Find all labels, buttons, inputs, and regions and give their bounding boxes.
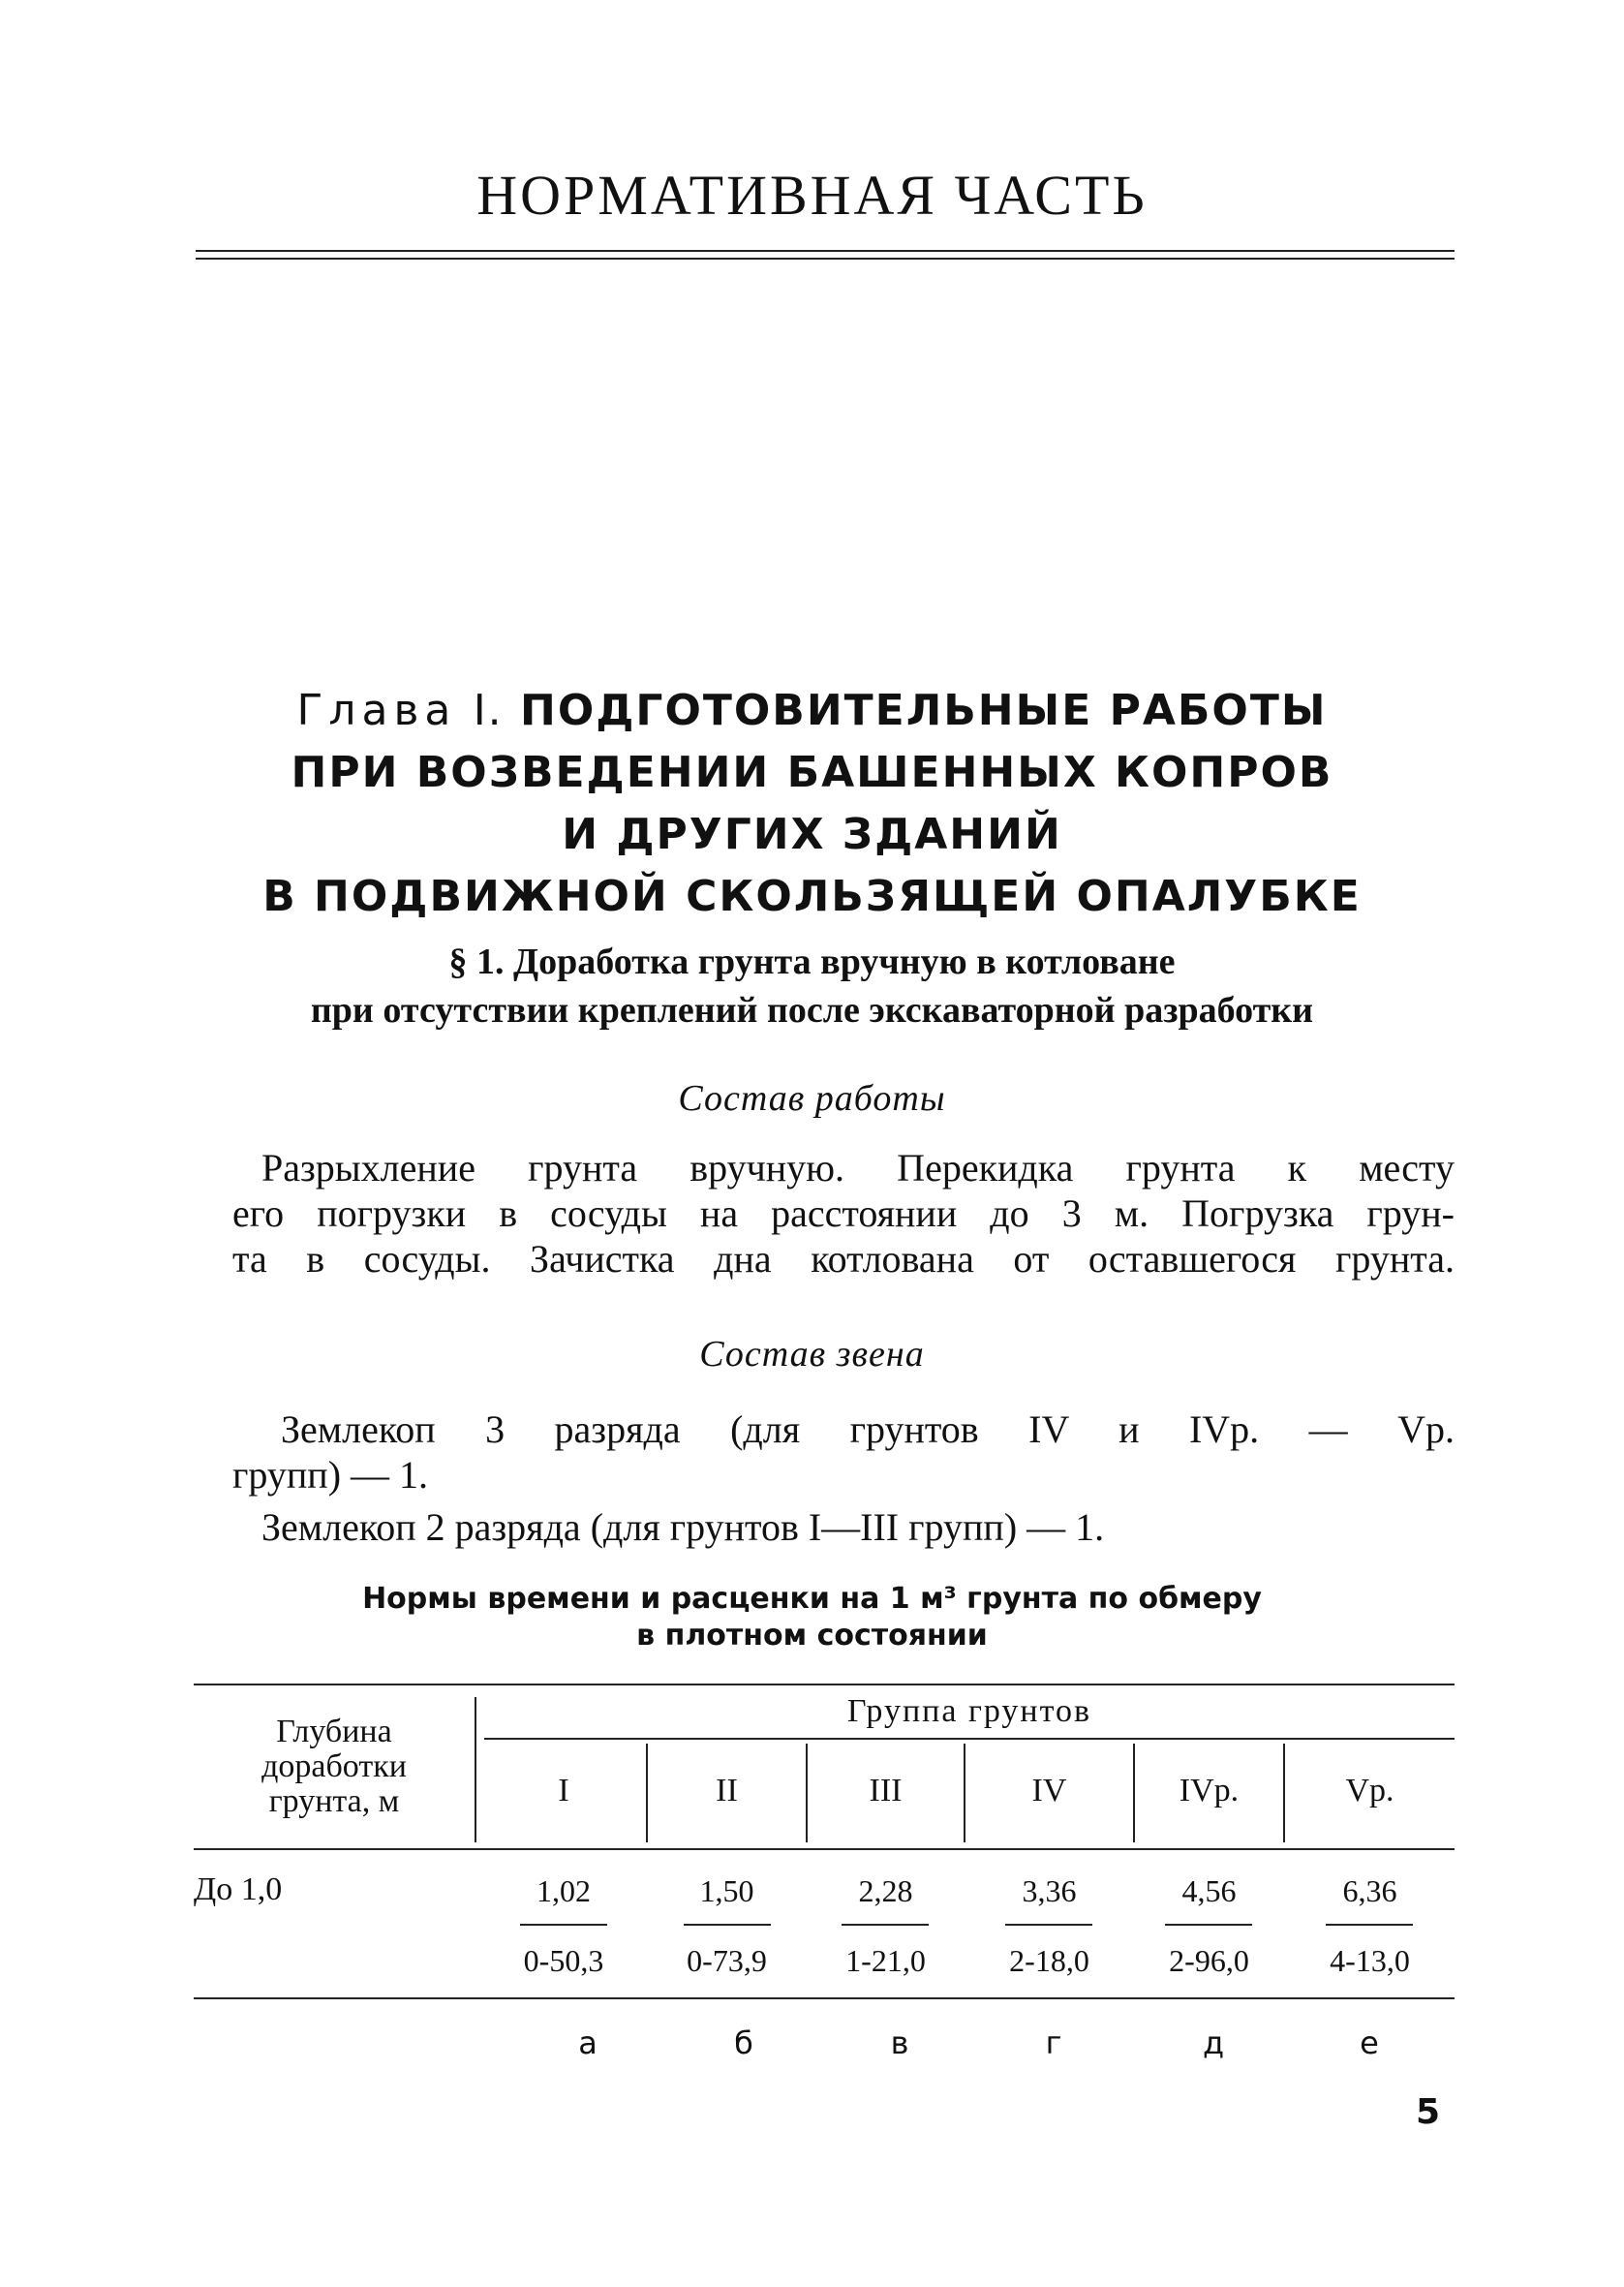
paragraph-heading-line2: при отсутствии креплений после экскаваторной разработки	[310, 990, 1314, 1031]
norm-value: 1,02	[536, 1873, 591, 1908]
crew-line-2: групп) — 1.	[232, 1453, 429, 1497]
depth-column-divider	[475, 1697, 476, 1842]
table-caption-line1: Нормы времени и расценки на 1 м³ грунта по обмеру	[362, 1582, 1262, 1616]
depth-column-header	[208, 1715, 460, 1819]
chapter-number: I.	[473, 686, 504, 735]
table-caption-line2: в плотном состоянии	[636, 1619, 988, 1653]
column-header: II	[716, 1773, 738, 1808]
column-header: I	[558, 1773, 569, 1808]
chapter-heading-line1	[0, 680, 1624, 742]
rate-value: 0-50,3	[523, 1943, 604, 1978]
crew-line-1: Землекоп 3 разряда (для грунтов IV и IVр. — Vр.	[281, 1407, 1455, 1451]
column-header: IV	[1031, 1773, 1067, 1808]
fraction-bar	[842, 1924, 929, 1926]
depth-header-line1: Глубина	[276, 1714, 392, 1749]
fraction-bar	[684, 1924, 771, 1926]
chapter-title-line4: В ПОДВИЖНОЙ СКОЛЬЗЯЩЕЙ ОПАЛУБКЕ	[262, 872, 1362, 921]
chapter-heading	[0, 680, 1624, 928]
column-letter: е	[1360, 2024, 1379, 2061]
work-line-3: та в сосуды. Зачистка дна котлована от оставшегося грунта.	[232, 1237, 1455, 1281]
norm-value: 2,28	[858, 1873, 913, 1908]
column-header: Vр.	[1345, 1773, 1394, 1808]
header-bottom-rule	[194, 1848, 1455, 1850]
norm-value: 4,56	[1181, 1873, 1237, 1908]
work-composition-heading: Состав работы	[678, 1078, 946, 1119]
rate-value: 1-21,0	[845, 1943, 926, 1978]
rate-value: 2-96,0	[1169, 1943, 1249, 1978]
rate-value: 2-18,0	[1009, 1943, 1089, 1978]
rate-value: 4-13,0	[1330, 1943, 1410, 1978]
column-letter: б	[734, 2024, 753, 2061]
work-line-1: Разрыхление грунта вручную. Перекидка грунта к месту	[261, 1146, 1455, 1190]
fraction-bar	[1165, 1924, 1252, 1926]
depth-header-line2: доработки	[261, 1748, 407, 1784]
page-number: 5	[1416, 2092, 1441, 2132]
column-letter: г	[1045, 2024, 1062, 2061]
column-header: IVр.	[1179, 1773, 1240, 1808]
depth-header-line3: грунта, м	[268, 1783, 400, 1819]
group-header-rule	[484, 1738, 1455, 1740]
column-letter: а	[578, 2024, 598, 2061]
table-caption	[0, 1581, 1624, 1654]
fraction-bar	[520, 1924, 607, 1926]
section-title: НОРМАТИВНАЯ ЧАСТЬ	[476, 164, 1148, 227]
column-letter: в	[890, 2024, 909, 2061]
norm-value: 3,36	[1022, 1873, 1077, 1908]
crew-line-3: Землекоп 2 разряда (для грунтов I—III групп) — 1.	[261, 1505, 1105, 1549]
table-top-rule	[194, 1684, 1455, 1685]
chapter-title-line2: ПРИ ВОЗВЕДЕНИИ БАШЕННЫХ КОПРОВ	[291, 748, 1333, 797]
column-header: III	[869, 1773, 903, 1808]
column-letter: д	[1202, 2024, 1225, 2061]
chapter-title-line1: ПОДГОТОВИТЕЛЬНЫЕ РАБОТЫ	[520, 686, 1328, 735]
norm-value: 6,36	[1342, 1873, 1397, 1908]
work-line-2: его погрузки в сосуды на расстоянии до 3 м. Погрузка грун-	[232, 1191, 1455, 1235]
chapter-label: Глава	[296, 686, 457, 735]
chapter-title-line3: И ДРУГИХ ЗДАНИЙ	[562, 810, 1062, 859]
title-rule-bottom	[196, 258, 1455, 260]
fraction-bar	[1005, 1924, 1092, 1926]
crew-composition-heading: Состав звена	[699, 1334, 925, 1375]
rate-value: 0-73,9	[687, 1943, 767, 1978]
group-header: Группа грунтов	[846, 1693, 1092, 1729]
title-rule-top	[196, 250, 1455, 252]
fraction-bar	[1326, 1924, 1413, 1926]
paragraph-heading-line1: § 1. Доработка грунта вручную в котловане	[448, 942, 1176, 982]
norm-value: 1,50	[699, 1873, 754, 1908]
paragraph-heading	[0, 938, 1624, 1035]
table-bottom-rule	[194, 1997, 1455, 1999]
row-depth-label: До 1,0	[194, 1871, 283, 1907]
